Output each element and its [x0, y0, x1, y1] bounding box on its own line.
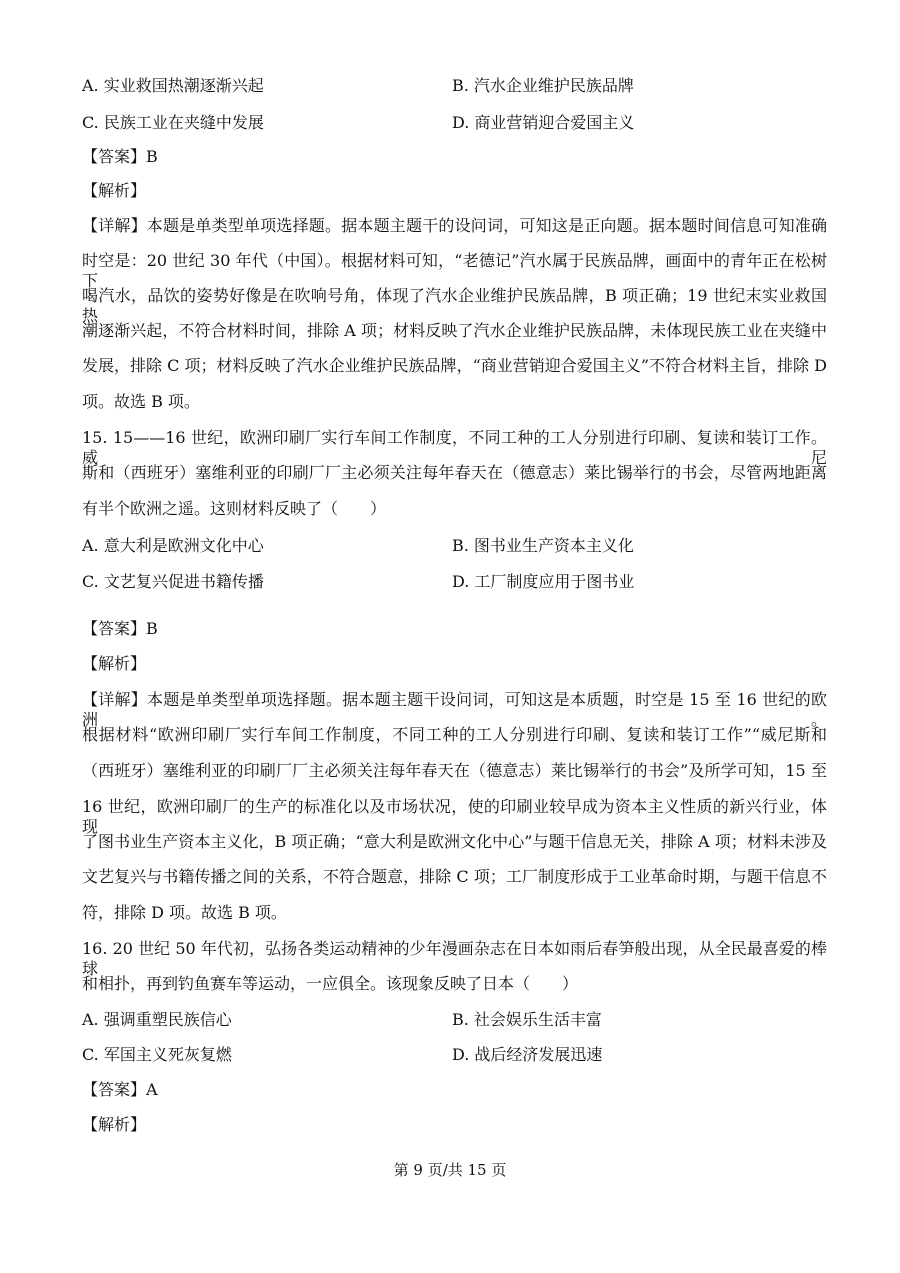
q14-detail-line: 【详解】本题是单类型单项选择题。据本题主题干的设问词，可知这是正向题。据本题时间信息可知准确	[82, 216, 827, 235]
q14-answer: 【答案】B	[82, 147, 158, 166]
q14-option-b: B. 汽水企业维护民族品牌	[452, 76, 634, 95]
q14-detail-line: 发展，排除 C 项；材料反映了汽水企业维护民族品牌，“商业营销迎合爱国主义”不符合材料主旨，排除 D	[82, 356, 827, 375]
q15-stem-line: 有半个欧洲之遥。这则材料反映了（ ）	[82, 499, 387, 518]
q15-detail-line: （西班牙）塞维利亚的印刷厂厂主必须关注每年春天在（德意志）莱比锡举行的书会”及所学可知，15 至	[82, 761, 827, 780]
q16-analysis-label: 【解析】	[82, 1115, 147, 1134]
q14-detail-line: 项。故选 B 项。	[82, 392, 200, 411]
q15-stem-line: 15. 15——16 世纪，欧洲印刷厂实行车间工作制度，不同工种的工人分别进行印刷、复读和装订工作。威尼	[82, 428, 827, 467]
q16-stem-line: 和相扑，再到钓鱼赛车等运动，一应俱全。该现象反映了日本（ ）	[82, 974, 579, 993]
q15-detail-line: 根据材料“欧洲印刷厂实行车间工作制度，不同工种的工人分别进行印刷、复读和装订工作”“威尼斯和	[82, 725, 827, 744]
q15-option-a: A. 意大利是欧洲文化中心	[82, 536, 264, 555]
q14-option-c: C. 民族工业在夹缝中发展	[82, 113, 264, 132]
q14-detail-line: 潮逐渐兴起，不符合材料时间，排除 A 项；材料反映了汽水企业维护民族品牌，未体现民族工业在夹缝中	[82, 321, 827, 340]
q14-option-d: D. 商业营销迎合爱国主义	[452, 113, 635, 132]
q15-answer: 【答案】B	[82, 619, 158, 638]
page-footer: 第 9 页/共 15 页	[393, 1161, 507, 1179]
q16-stem-line: 16. 20 世纪 50 年代初，弘扬各类运动精神的少年漫画杂志在日本如雨后春笋般出现，从全民最喜爱的棒球	[82, 939, 827, 978]
q16-answer: 【答案】A	[82, 1080, 158, 1099]
q15-detail-line: 文艺复兴与书籍传播之间的关系，不符合题意，排除 C 项；工厂制度形成于工业革命时期，与题干信息不	[82, 867, 827, 886]
q16-option-d: D. 战后经济发展迅速	[452, 1045, 603, 1064]
q15-detail-line: 符，排除 D 项。故选 B 项。	[82, 903, 287, 922]
q16-option-a: A. 强调重塑民族信心	[82, 1010, 232, 1029]
q14-analysis-label: 【解析】	[82, 181, 147, 200]
q16-option-b: B. 社会娱乐生活丰富	[452, 1010, 602, 1029]
q15-option-c: C. 文艺复兴促进书籍传播	[82, 572, 264, 591]
q15-stem-line: 斯和（西班牙）塞维利亚的印刷厂厂主必须关注每年春天在（德意志）莱比锡举行的书会，尽管两地距离	[82, 463, 827, 482]
q14-detail-line: 时空是：20 世纪 30 年代（中国）。根据材料可知，“老德记”汽水属于民族品牌，画面中的青年正在松树下	[82, 251, 827, 290]
q15-analysis-label: 【解析】	[82, 654, 147, 673]
q16-option-c: C. 军国主义死灰复燃	[82, 1045, 232, 1064]
q15-detail-line: 16 世纪，欧洲印刷厂的生产的标准化以及市场状况，使的印刷业较早成为资本主义性质的新兴行业，体现	[82, 797, 827, 836]
q15-detail-line: 了图书业生产资本主义化，B 项正确；“意大利是欧洲文化中心”与题干信息无关，排除 A 项；材料未涉及	[82, 832, 827, 851]
q14-detail-line: 喝汽水，品饮的姿势好像是在吹响号角，体现了汽水企业维护民族品牌，B 项正确；19 世纪末实业救国热	[82, 286, 827, 325]
q15-option-d: D. 工厂制度应用于图书业	[452, 572, 635, 591]
q15-detail-line: 【详解】本题是单类型单项选择题。据本题主题干设问词，可知这是本质题，时空是 15 至 16 世纪的欧洲。	[82, 690, 827, 729]
q15-option-b: B. 图书业生产资本主义化	[452, 536, 634, 555]
q14-option-a: A. 实业救国热潮逐渐兴起	[82, 76, 264, 95]
